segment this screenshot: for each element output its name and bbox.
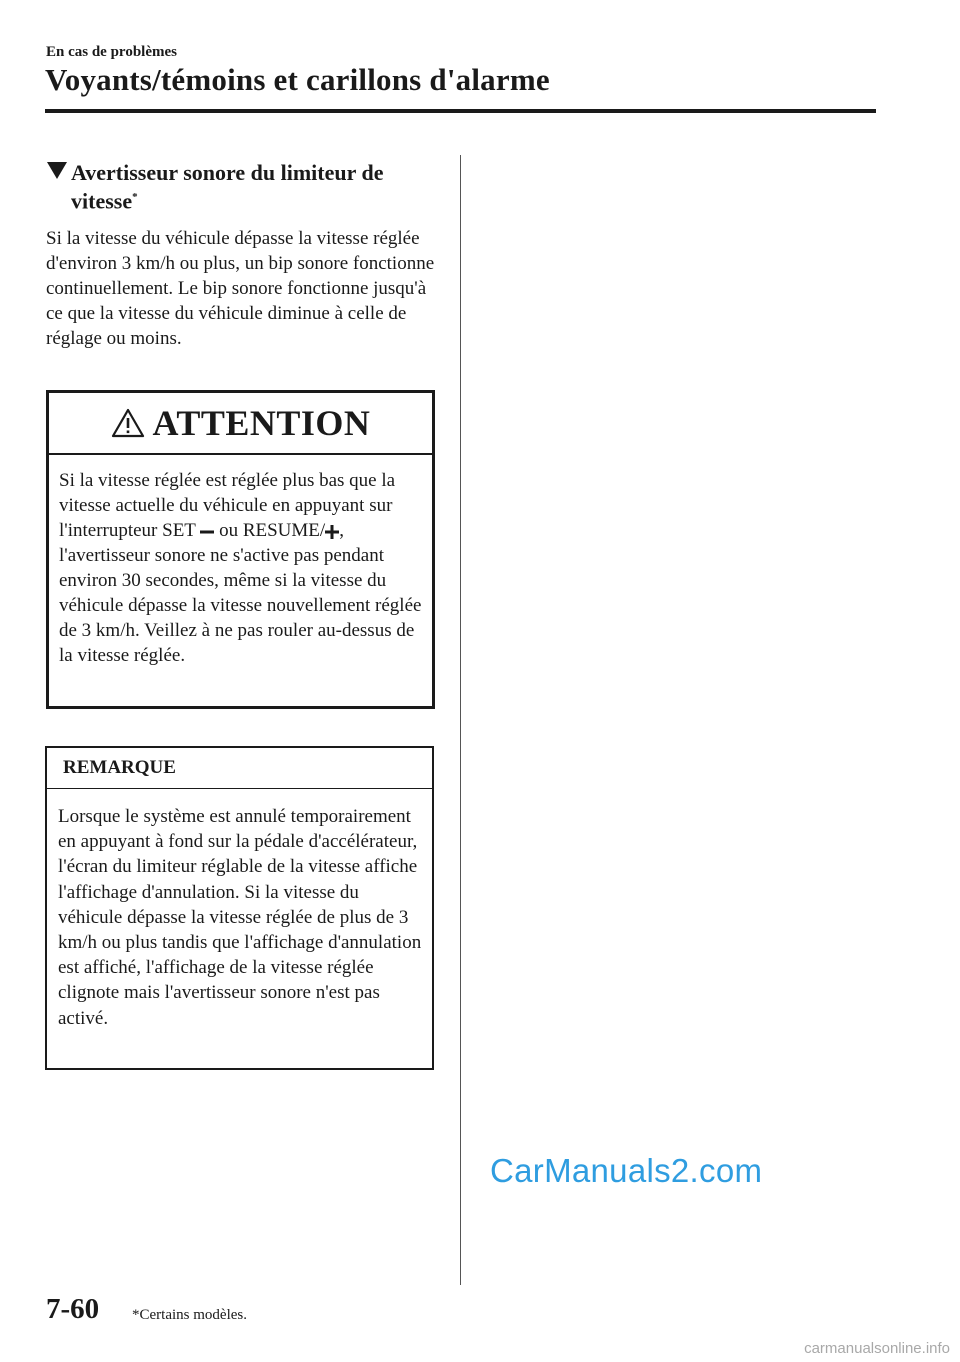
down-triangle-icon bbox=[47, 162, 67, 179]
plus-icon bbox=[325, 525, 339, 539]
attention-header bbox=[49, 393, 432, 455]
note-text: Lorsque le système est annulé temporairement en appuyant à fond sur la pédale d'accélérateur, l'écran du limiteur réglable de la vitesse affiche l'affichage d'annulation. Si la vitesse du véhicule dépasse la vitesse réglée de plus de 3 km/h ou plus tandis que l'affichage d'annulation est affiché, l'affichage de la vitesse réglée clignote mais l'avertisseur sonore n'est pas activé. bbox=[58, 806, 422, 1029]
attention-box bbox=[46, 390, 435, 709]
chapter-label: En cas de problèmes bbox=[46, 44, 177, 60]
attention-text bbox=[49, 455, 432, 668]
note-box bbox=[45, 746, 434, 1070]
section-body: Si la vitesse du véhicule dépasse la vitesse réglée d'environ 3 km/h ou plus, un bip sonore fonctionne continuellement. Le bip sonore fonctionne jusqu'à ce que la vitesse du véhicule diminue à celle de réglage ou moins. bbox=[46, 228, 435, 349]
attention-text-part2: ou RESUME/ bbox=[219, 520, 326, 541]
footnote: *Certains modèles. bbox=[132, 1307, 247, 1323]
attention-text-part1: Si la vitesse réglée est réglée plus bas que la vitesse actuelle du véhicule en appuyant sur l'interrupteur SET bbox=[59, 470, 396, 541]
watermark-carmanuals2: CarManuals2.com bbox=[490, 1152, 763, 1189]
attention-title: ATTENTION bbox=[152, 403, 371, 443]
warning-triangle-icon bbox=[111, 408, 145, 438]
section-heading-line1: Avertisseur sonore du limiteur de bbox=[71, 160, 384, 185]
section-heading bbox=[47, 160, 437, 213]
page-title: Voyants/témoins et carillons d'alarme bbox=[45, 62, 550, 97]
watermark-carmanualsonline: carmanualsonline.info bbox=[804, 1340, 950, 1357]
attention-text-part3: , l'avertisseur sonore ne s'active pas pendant environ 30 secondes, même si la vitesse du véhicule dépasse la vitesse nouvellement réglée de 3 km/h. Veillez à ne pas rouler au-dessus de la vitesse réglée. bbox=[59, 520, 422, 666]
section-heading-line2: vitesse bbox=[71, 188, 133, 214]
note-title: REMARQUE bbox=[47, 748, 432, 789]
title-rule bbox=[45, 109, 876, 113]
minus-icon bbox=[200, 525, 214, 539]
model-footnote-mark: * bbox=[132, 191, 138, 203]
page-number: 7-60 bbox=[46, 1293, 100, 1325]
column-divider bbox=[460, 155, 461, 1285]
